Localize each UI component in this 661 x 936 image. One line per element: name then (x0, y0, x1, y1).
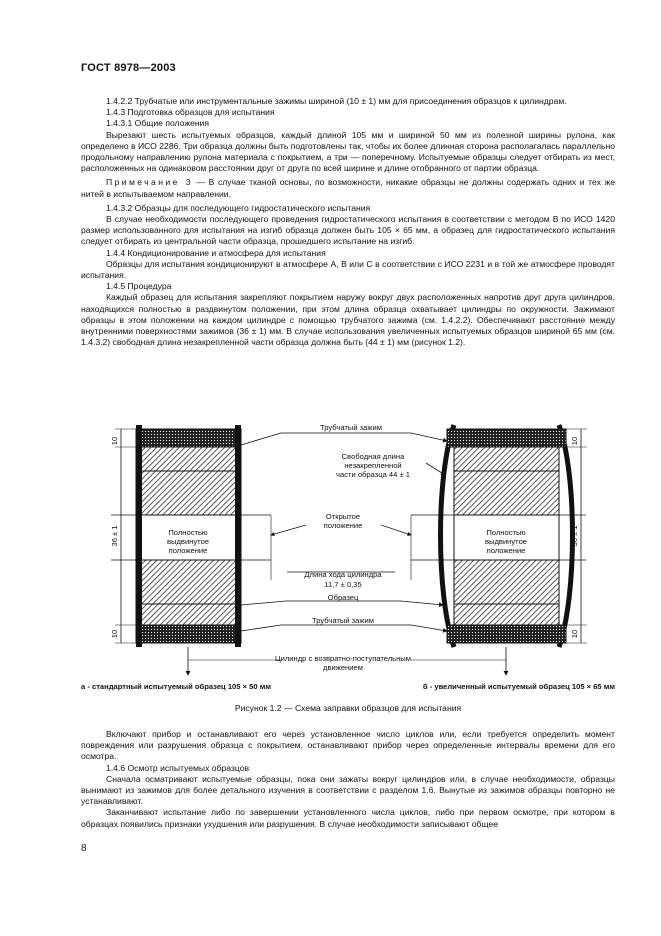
paragraph: Включают прибор и останавливают его через установленное число циклов или, если требуется определить момент повреждения или разрушения образца с покрытием, останавливают прибор через определенные интервалы времени для его осмотра. (81, 729, 615, 762)
label-tube-clamp-bottom: Трубчатый зажим (312, 616, 374, 625)
label-cylinder-2: движением (323, 663, 363, 672)
section-heading: 1.4.4 Кондиционирование и атмосфера для испытания (106, 247, 326, 258)
label-stroke-length-2: 11,7 ± 0,35 (324, 580, 362, 589)
page-number: 8 (81, 843, 87, 854)
label-tube-clamp-top: Трубчатый зажим (320, 423, 382, 432)
section-heading: 1.4.3.1 Общие положения (106, 118, 210, 129)
body-text-top (81, 96, 615, 348)
paragraph: Сначала осматривают испытуемые образцы, пока они зажаты вокруг цилиндров или, в случае необходимости, образцы вынимают из зажимов для более детального изучения в соответствии с разделом 1.6. Вынутые из зажимов образцы повторно не устанавливают. (81, 773, 615, 807)
dim-36-right: 36 ± 1 (570, 525, 579, 547)
label-open-position-1: Открытое (325, 512, 361, 521)
dim-36-left: 36 ± 1 (110, 525, 119, 547)
paragraph: Каждый образец для испытания закрепляют покрытием наружу вокруг двух расположенных напротив друг друга цилиндров, находящихся полностью в раздвинутом положении, при этом длина образца охватывает цилиндры по окружности. Зажимают образцы в этом положении на каждом цилиндре с помощью трубчатого зажима (см. 1.4.2.2). Обеспечивают расстояние между внутренними поверхностями зажимов (36 ± 1) мм. В случае использования увеличенных испытуемых образцов шириной 65 мм (см. 1.4.3.2) свободная длина незакрепленной части образца должна быть (44 ± 1) мм (рисунок 1.2). (81, 292, 615, 348)
section-heading: 1.4.5 Процедура (106, 281, 172, 292)
label-specimen: Образец (327, 593, 359, 602)
left-dimensions (110, 429, 136, 643)
note-prefix: Примечание 3 (106, 177, 193, 188)
section-heading: 1.4.6 Осмотр испытуемых образцов (106, 762, 250, 773)
document-header: ГОСТ 8978—2003 (81, 62, 176, 74)
section-heading: 1.4.3 Подготовка образцов для испытания (106, 107, 275, 118)
subcaption-a: а - стандартный испытуемый образец 105 × 50 мм (81, 682, 271, 691)
label-cylinder-1: Цилиндр с возвратно-поступательным (275, 654, 411, 663)
paragraph: В случае необходимости последующего проведения гидростатического испытания в соответствии с методом В по ИСО 1420 размер использованного для испытания на изгиб образца должен быть 105 × 65 мм, а образец для гидростатического испытания следует отбирать из центральной части образца, прошедшего испытание на изгиб. (81, 214, 615, 247)
paragraph: Образцы для испытания кондиционируют в атмосфере А, В или С в соответствии с ИСО 2231 и в той же атмосфере проводят испытания. (81, 258, 615, 281)
paragraph: Заканчивают испытание либо по завершении установленного числа циклов, либо при первом осмотре, при котором в образцах появились признаки ухудшения или разрушения. В случае необходимости записывают общее (81, 807, 615, 829)
test-setup-diagram (81, 415, 621, 700)
figure-caption: Рисунок 1.2 — Схема заправки образцов для испытания (234, 703, 462, 713)
label-right-extended-2: выдвинутое (484, 537, 528, 546)
note-paragraph (81, 177, 615, 199)
subcaption-b: б - увеличенный испытуемый образец 105 × 65 мм (422, 682, 615, 691)
label-left-extended-1: Полностью (168, 528, 208, 537)
dim-10-bottom-left: 10 (110, 629, 119, 639)
label-right-extended-3: положение (486, 546, 526, 555)
dim-10-top-left: 10 (110, 436, 119, 446)
label-free-length-2: незакрепленной (344, 461, 402, 470)
section-heading: 1.4.3.2 Образцы для последующего гидростатического испытания (106, 202, 371, 213)
label-free-length-3: части образца 44 ± 1 (336, 470, 410, 479)
label-right-extended-1: Полностью (486, 528, 526, 537)
paragraph: 1.4.2.2 Трубчатые или инструментальные зажимы шириной (10 ± 1) мм для присоединения образцов к цилиндрам. (106, 96, 567, 106)
label-left-extended-3: положение (168, 546, 208, 555)
label-left-extended-2: выдвинутое (166, 537, 210, 546)
label-open-position-2: положение (323, 521, 363, 530)
figure-1-2 (81, 415, 621, 715)
note-text: — В случае тканой основы, по возможности, никакие образцы не должны содержать одних и тех же нитей в испытываемом направлении. (81, 177, 615, 199)
label-stroke-length-1: Длина хода цилиндра (304, 570, 382, 579)
dim-10-bottom-right: 10 (570, 629, 579, 639)
dim-10-top-right: 10 (570, 436, 579, 446)
paragraph: Вырезают шесть испытуемых образцов, каждый длиной 105 мм и шириной 50 мм из полезной ширины рулона, как определено в ИСО 2286. Три образца должны быть подготовлены так, чтобы их более длинная сторона располагалась параллельно продольному направлению рулона материала с покрытием, а три — поперечному. Испытуемые образцы следует отбирать из мест, расположенных на одинаковом расстоянии друг от друга по всей ширине и длине отобранного от партии образца. (81, 129, 615, 174)
label-free-length-1: Свободная длина (341, 452, 405, 461)
body-text-bottom (81, 729, 615, 830)
